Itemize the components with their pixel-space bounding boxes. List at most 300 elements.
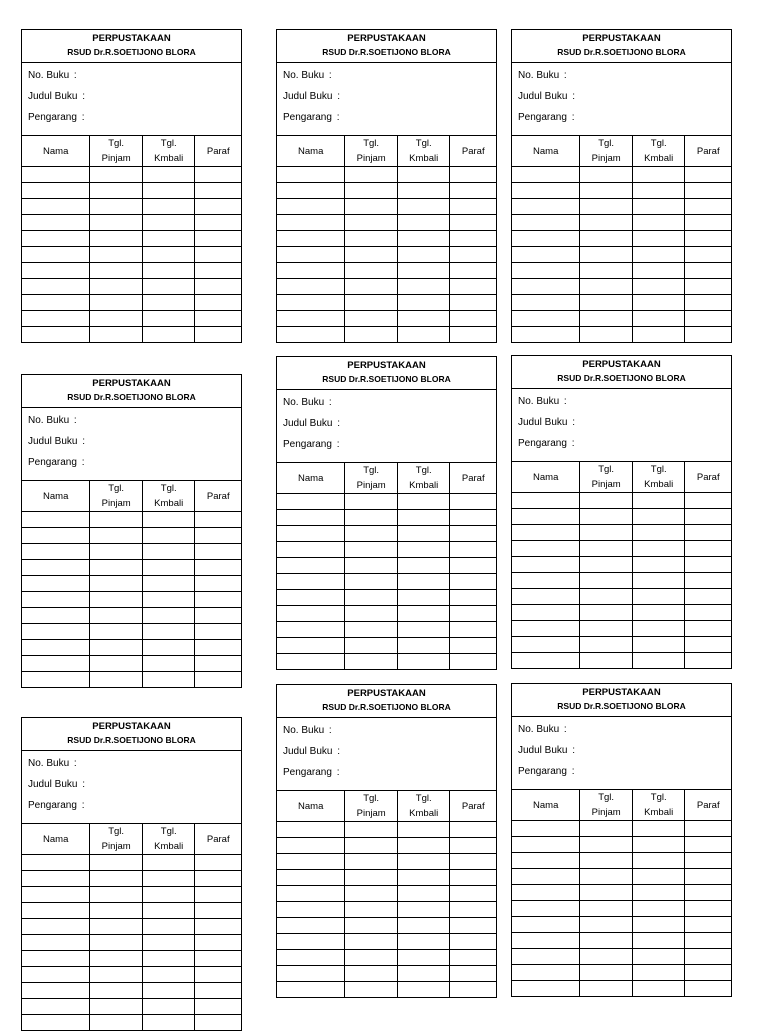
table-cell xyxy=(90,199,143,215)
table-row xyxy=(512,621,731,637)
book-info-row xyxy=(283,110,496,131)
field-label: No. Buku xyxy=(518,396,560,407)
table-cell xyxy=(685,885,731,901)
table-cell xyxy=(142,903,195,919)
card-header xyxy=(277,357,496,390)
table-cell xyxy=(685,965,731,981)
table-cell xyxy=(632,853,685,869)
table-cell xyxy=(345,902,398,918)
table-row xyxy=(22,887,241,903)
table-cell xyxy=(685,295,731,311)
table-row xyxy=(22,576,241,592)
card-header xyxy=(512,30,731,63)
column-header: Tgl. Kmbali xyxy=(142,824,195,855)
table-row xyxy=(277,574,496,590)
field-label: Judul Buku xyxy=(283,418,333,429)
table-cell xyxy=(632,215,685,231)
field-label: Judul Buku xyxy=(518,417,568,428)
table-cell xyxy=(22,967,90,983)
book-info-row xyxy=(28,413,241,434)
table-cell xyxy=(22,544,90,560)
field-separator: : xyxy=(81,112,85,123)
table-cell xyxy=(580,295,633,311)
loan-table-header xyxy=(512,136,731,167)
table-cell xyxy=(632,653,685,669)
field-separator: : xyxy=(563,70,567,81)
table-cell xyxy=(90,231,143,247)
table-cell xyxy=(345,263,398,279)
field-label: Pengarang xyxy=(283,767,332,778)
table-cell xyxy=(685,557,731,573)
field-label: No. Buku xyxy=(28,415,70,426)
loan-table-header xyxy=(277,463,496,494)
book-info xyxy=(22,408,241,481)
table-cell xyxy=(685,933,731,949)
table-cell xyxy=(90,512,143,528)
book-info-row xyxy=(283,723,496,744)
book-info-row xyxy=(518,722,731,743)
table-cell xyxy=(580,869,633,885)
table-cell xyxy=(685,215,731,231)
table-cell xyxy=(632,295,685,311)
table-cell xyxy=(195,999,241,1015)
table-cell xyxy=(22,576,90,592)
table-cell xyxy=(90,871,143,887)
column-header: Tgl. Kmbali xyxy=(142,136,195,167)
table-cell xyxy=(195,592,241,608)
book-info-row xyxy=(283,89,496,110)
table-row xyxy=(22,544,241,560)
table-row xyxy=(22,608,241,624)
table-cell xyxy=(685,837,731,853)
table-cell xyxy=(277,167,345,183)
loan-table-header xyxy=(277,791,496,822)
table-cell xyxy=(142,327,195,343)
column-header: Tgl. Pinjam xyxy=(90,136,143,167)
book-info xyxy=(277,718,496,791)
table-row xyxy=(22,919,241,935)
table-row xyxy=(22,512,241,528)
table-cell xyxy=(632,493,685,509)
table-cell xyxy=(397,622,450,638)
table-cell xyxy=(685,981,731,997)
table-cell xyxy=(632,605,685,621)
table-cell xyxy=(277,822,345,838)
loan-table xyxy=(277,791,496,997)
table-cell xyxy=(142,656,195,672)
table-cell xyxy=(195,967,241,983)
column-header: Nama xyxy=(22,481,90,512)
table-cell xyxy=(450,167,496,183)
book-info-row xyxy=(518,764,731,785)
table-cell xyxy=(632,167,685,183)
table-row xyxy=(512,279,731,295)
table-cell xyxy=(195,672,241,688)
table-cell xyxy=(142,624,195,640)
table-row xyxy=(22,263,241,279)
table-cell xyxy=(277,510,345,526)
table-cell xyxy=(22,608,90,624)
field-separator: : xyxy=(571,766,575,777)
table-cell xyxy=(397,638,450,654)
table-cell xyxy=(277,638,345,654)
field-label: Pengarang xyxy=(28,800,77,811)
table-cell xyxy=(277,622,345,638)
table-cell xyxy=(512,525,580,541)
table-cell xyxy=(397,902,450,918)
table-cell xyxy=(195,544,241,560)
table-cell xyxy=(345,654,398,670)
table-cell xyxy=(632,981,685,997)
table-cell xyxy=(142,528,195,544)
column-header: Paraf xyxy=(195,824,241,855)
table-cell xyxy=(397,231,450,247)
card-subtitle: RSUD Dr.R.SOETIJONO BLORA xyxy=(557,373,686,383)
table-cell xyxy=(90,247,143,263)
library-card xyxy=(511,683,732,997)
table-cell xyxy=(90,183,143,199)
table-cell xyxy=(90,983,143,999)
book-info xyxy=(22,751,241,824)
column-header: Paraf xyxy=(450,136,496,167)
table-row xyxy=(277,510,496,526)
table-cell xyxy=(277,295,345,311)
table-cell xyxy=(277,574,345,590)
book-info-row xyxy=(28,455,241,476)
table-cell xyxy=(685,949,731,965)
table-cell xyxy=(632,183,685,199)
field-separator: : xyxy=(82,436,86,447)
column-header: Tgl. Pinjam xyxy=(90,481,143,512)
table-cell xyxy=(195,295,241,311)
table-cell xyxy=(90,327,143,343)
field-label: Pengarang xyxy=(283,112,332,123)
table-cell xyxy=(22,512,90,528)
card-title: PERPUSTAKAAN xyxy=(92,33,171,44)
field-separator: : xyxy=(337,746,341,757)
book-info-row xyxy=(283,765,496,786)
field-label: No. Buku xyxy=(283,725,325,736)
book-info-row xyxy=(28,89,241,110)
table-cell xyxy=(450,590,496,606)
table-cell xyxy=(397,526,450,542)
table-cell xyxy=(345,638,398,654)
card-header xyxy=(277,685,496,718)
table-cell xyxy=(632,637,685,653)
table-cell xyxy=(277,327,345,343)
table-row xyxy=(22,951,241,967)
table-cell xyxy=(685,231,731,247)
table-cell xyxy=(397,263,450,279)
table-row xyxy=(512,901,731,917)
field-label: Pengarang xyxy=(518,112,567,123)
table-cell xyxy=(450,822,496,838)
table-cell xyxy=(512,231,580,247)
table-cell xyxy=(195,1015,241,1031)
table-cell xyxy=(195,608,241,624)
table-cell xyxy=(277,542,345,558)
table-cell xyxy=(512,949,580,965)
field-label: Judul Buku xyxy=(518,745,568,756)
card-subtitle: RSUD Dr.R.SOETIJONO BLORA xyxy=(67,735,196,745)
table-cell xyxy=(512,509,580,525)
table-cell xyxy=(345,838,398,854)
table-cell xyxy=(345,215,398,231)
table-cell xyxy=(195,199,241,215)
card-subtitle: RSUD Dr.R.SOETIJONO BLORA xyxy=(322,374,451,384)
table-cell xyxy=(345,966,398,982)
table-row xyxy=(512,525,731,541)
table-cell xyxy=(450,838,496,854)
table-cell xyxy=(512,885,580,901)
book-info-row xyxy=(28,110,241,131)
table-cell xyxy=(632,573,685,589)
table-cell xyxy=(632,965,685,981)
table-cell xyxy=(580,231,633,247)
table-cell xyxy=(580,837,633,853)
column-header: Tgl. Kmbali xyxy=(397,136,450,167)
column-header: Tgl. Kmbali xyxy=(632,462,685,493)
card-subtitle: RSUD Dr.R.SOETIJONO BLORA xyxy=(557,701,686,711)
table-cell xyxy=(632,901,685,917)
table-cell xyxy=(22,855,90,871)
table-cell xyxy=(90,1015,143,1031)
table-row xyxy=(512,589,731,605)
table-row xyxy=(277,311,496,327)
table-cell xyxy=(685,573,731,589)
table-cell xyxy=(397,167,450,183)
table-cell xyxy=(397,606,450,622)
table-cell xyxy=(142,919,195,935)
table-row xyxy=(277,838,496,854)
table-cell xyxy=(632,263,685,279)
table-cell xyxy=(450,558,496,574)
table-row xyxy=(22,903,241,919)
book-info-row xyxy=(28,68,241,89)
book-info-row xyxy=(518,415,731,436)
table-cell xyxy=(90,279,143,295)
table-row xyxy=(22,592,241,608)
table-cell xyxy=(142,871,195,887)
field-separator: : xyxy=(572,91,576,102)
table-cell xyxy=(345,494,398,510)
table-row xyxy=(22,560,241,576)
table-cell xyxy=(397,311,450,327)
table-cell xyxy=(685,853,731,869)
table-cell xyxy=(450,606,496,622)
table-row xyxy=(277,918,496,934)
table-cell xyxy=(195,624,241,640)
table-cell xyxy=(22,327,90,343)
table-cell xyxy=(277,870,345,886)
table-cell xyxy=(142,999,195,1015)
table-cell xyxy=(685,199,731,215)
field-label: Judul Buku xyxy=(28,91,78,102)
table-cell xyxy=(685,821,731,837)
table-row xyxy=(22,1015,241,1031)
table-cell xyxy=(450,510,496,526)
table-cell xyxy=(345,167,398,183)
table-cell xyxy=(632,509,685,525)
table-cell xyxy=(580,215,633,231)
table-cell xyxy=(277,982,345,998)
table-cell xyxy=(195,311,241,327)
table-cell xyxy=(277,199,345,215)
table-cell xyxy=(685,541,731,557)
card-subtitle: RSUD Dr.R.SOETIJONO BLORA xyxy=(557,47,686,57)
table-cell xyxy=(195,951,241,967)
table-cell xyxy=(90,672,143,688)
table-cell xyxy=(22,640,90,656)
table-cell xyxy=(22,999,90,1015)
table-row xyxy=(277,622,496,638)
table-cell xyxy=(685,247,731,263)
table-cell xyxy=(345,622,398,638)
table-row xyxy=(277,966,496,982)
table-cell xyxy=(90,887,143,903)
table-cell xyxy=(685,263,731,279)
table-cell xyxy=(277,558,345,574)
column-header: Tgl. Pinjam xyxy=(580,790,633,821)
table-cell xyxy=(142,263,195,279)
table-cell xyxy=(142,231,195,247)
table-cell xyxy=(142,279,195,295)
table-row xyxy=(277,542,496,558)
field-label: No. Buku xyxy=(283,70,325,81)
table-cell xyxy=(195,528,241,544)
table-row xyxy=(277,854,496,870)
card-header xyxy=(277,30,496,63)
library-card xyxy=(21,374,242,688)
table-cell xyxy=(580,901,633,917)
table-row xyxy=(22,640,241,656)
table-cell xyxy=(685,621,731,637)
table-cell xyxy=(580,557,633,573)
table-cell xyxy=(195,935,241,951)
loan-table xyxy=(512,462,731,668)
table-cell xyxy=(345,854,398,870)
table-cell xyxy=(90,999,143,1015)
table-row xyxy=(277,526,496,542)
table-cell xyxy=(22,167,90,183)
table-cell xyxy=(142,311,195,327)
table-cell xyxy=(22,247,90,263)
table-cell xyxy=(277,838,345,854)
field-label: Pengarang xyxy=(283,439,332,450)
table-cell xyxy=(195,231,241,247)
column-header: Tgl. Kmbali xyxy=(397,463,450,494)
table-cell xyxy=(277,590,345,606)
table-cell xyxy=(580,247,633,263)
table-cell xyxy=(345,542,398,558)
table-cell xyxy=(580,589,633,605)
table-cell xyxy=(90,640,143,656)
table-cell xyxy=(90,215,143,231)
table-cell xyxy=(450,311,496,327)
table-cell xyxy=(142,672,195,688)
book-info xyxy=(512,389,731,462)
table-cell xyxy=(195,983,241,999)
table-cell xyxy=(90,903,143,919)
table-cell xyxy=(580,621,633,637)
table-row xyxy=(512,637,731,653)
table-cell xyxy=(22,295,90,311)
loan-table xyxy=(512,790,731,996)
table-row xyxy=(512,311,731,327)
table-cell xyxy=(397,247,450,263)
table-cell xyxy=(685,637,731,653)
table-cell xyxy=(580,327,633,343)
table-row xyxy=(22,624,241,640)
table-row xyxy=(277,870,496,886)
table-cell xyxy=(450,638,496,654)
table-cell xyxy=(142,887,195,903)
table-cell xyxy=(142,608,195,624)
table-row xyxy=(512,247,731,263)
table-cell xyxy=(450,215,496,231)
table-row xyxy=(22,167,241,183)
table-cell xyxy=(195,512,241,528)
table-row xyxy=(277,263,496,279)
table-cell xyxy=(345,558,398,574)
table-cell xyxy=(580,573,633,589)
book-info-row xyxy=(518,394,731,415)
loan-table-header xyxy=(277,136,496,167)
field-label: Judul Buku xyxy=(28,436,78,447)
column-header: Nama xyxy=(277,463,345,494)
table-cell xyxy=(90,855,143,871)
table-cell xyxy=(512,981,580,997)
card-header xyxy=(512,356,731,389)
field-separator: : xyxy=(81,800,85,811)
field-separator: : xyxy=(337,91,341,102)
library-card xyxy=(21,29,242,343)
table-cell xyxy=(512,263,580,279)
table-cell xyxy=(632,821,685,837)
table-cell xyxy=(277,918,345,934)
column-header: Tgl. Pinjam xyxy=(580,136,633,167)
table-cell xyxy=(397,982,450,998)
table-cell xyxy=(345,590,398,606)
table-row xyxy=(22,935,241,951)
table-cell xyxy=(142,951,195,967)
table-row xyxy=(512,981,731,997)
table-cell xyxy=(450,263,496,279)
table-row xyxy=(277,215,496,231)
table-cell xyxy=(512,621,580,637)
column-header: Paraf xyxy=(195,136,241,167)
table-cell xyxy=(142,855,195,871)
table-cell xyxy=(580,311,633,327)
table-row xyxy=(512,199,731,215)
table-cell xyxy=(685,605,731,621)
table-row xyxy=(512,821,731,837)
table-cell xyxy=(632,621,685,637)
table-cell xyxy=(580,183,633,199)
field-separator: : xyxy=(337,418,341,429)
table-row xyxy=(512,263,731,279)
table-cell xyxy=(512,917,580,933)
table-row xyxy=(512,557,731,573)
table-cell xyxy=(142,576,195,592)
table-cell xyxy=(345,231,398,247)
table-cell xyxy=(450,934,496,950)
table-cell xyxy=(277,886,345,902)
book-info-row xyxy=(283,744,496,765)
card-title: PERPUSTAKAAN xyxy=(347,688,426,699)
table-cell xyxy=(22,983,90,999)
table-cell xyxy=(685,183,731,199)
